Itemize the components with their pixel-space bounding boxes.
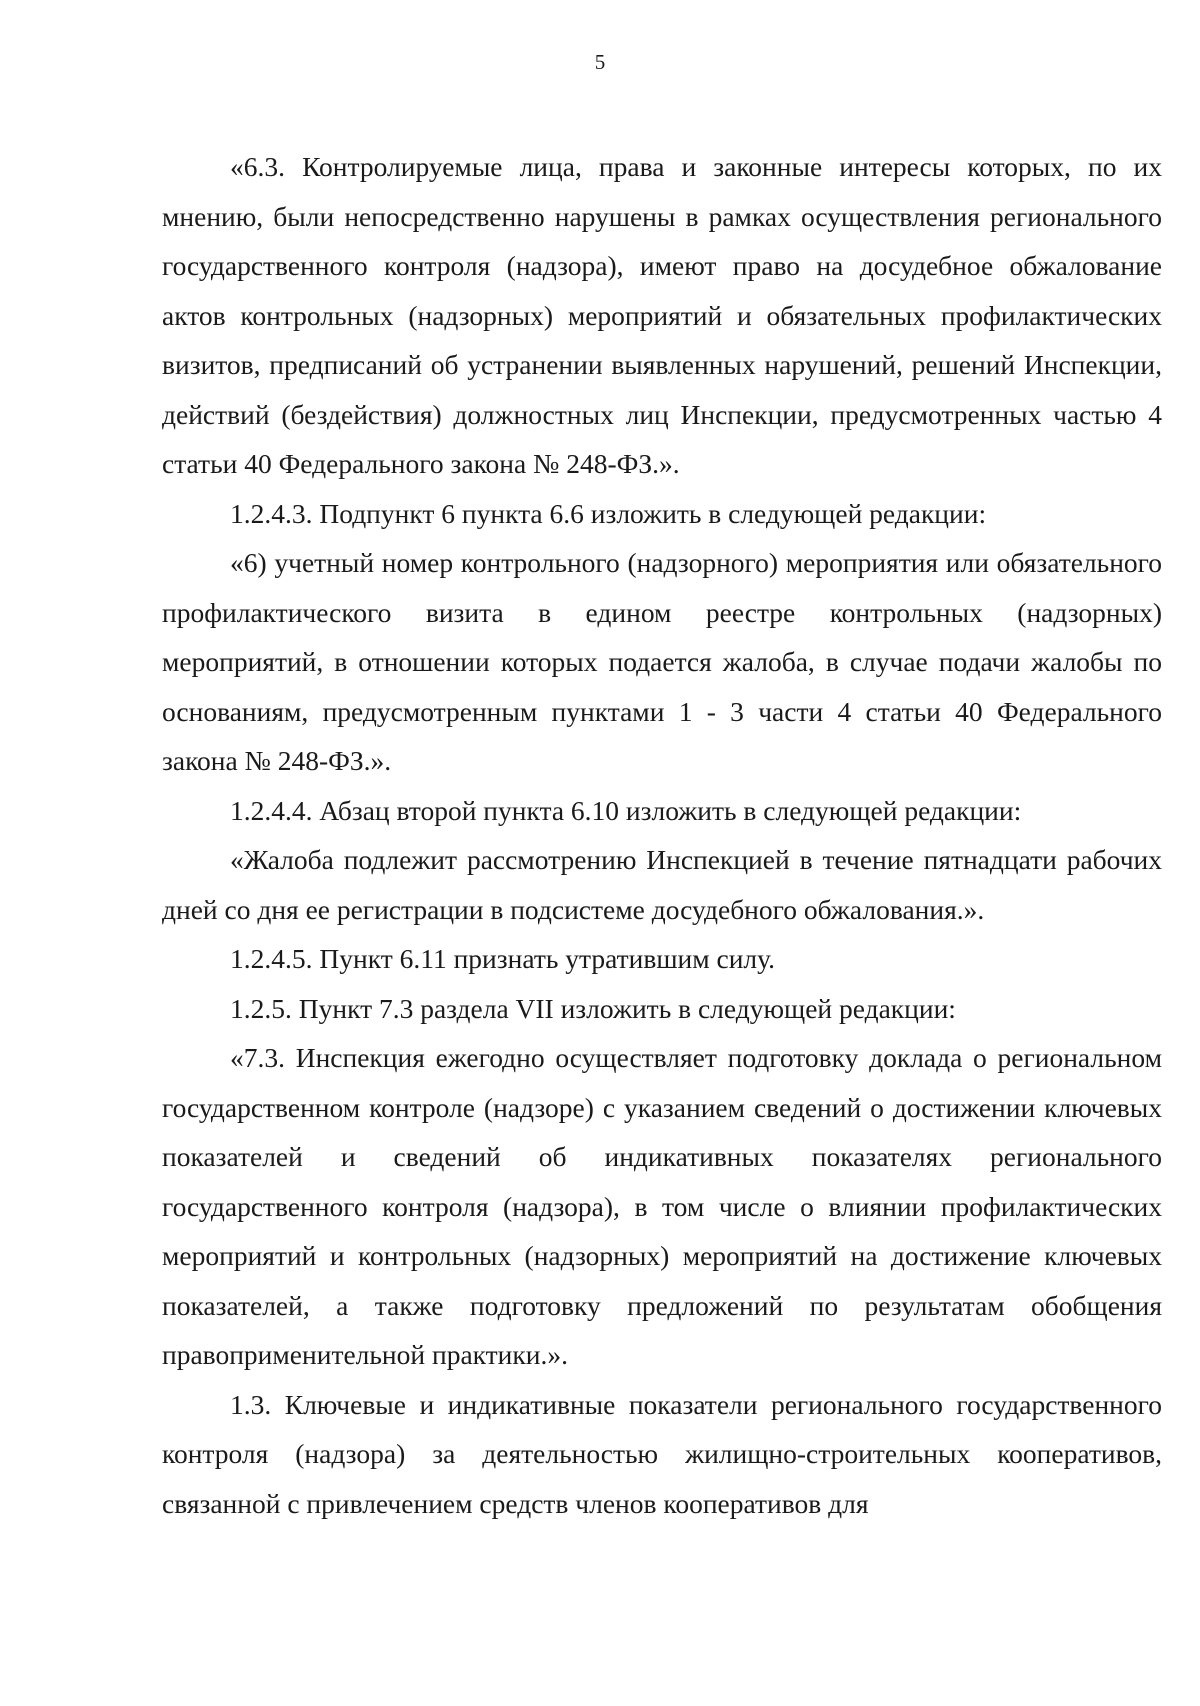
paragraph-complaint: «Жалоба подлежит рассмотрению Инспекцией в течение пятнадцати рабочих дней со дня ее регистрации в подсистеме досудебного обжалования.». bbox=[162, 844, 1162, 925]
paragraph-1-2-4-3: 1.2.4.3. Подпункт 6 пункта 6.6 изложить в следующей редакции: bbox=[230, 497, 987, 529]
paragraph-1-2-5: 1.2.5. Пункт 7.3 раздела VII изложить в следующей редакции: bbox=[230, 992, 956, 1024]
paragraph-1-2-4-5: 1.2.4.5. Пункт 6.11 признать утратившим силу. bbox=[230, 943, 776, 974]
paragraph-subitem-6: «6) учетный номер контрольного (надзорного) мероприятия или обязательного профилактического визита в едином реестре контрольных (надзорных) мероприятий, в отношении которых подается жалоба, в случае подачи жалобы по основаниям, предусмотренным пунктами 1 - 3 части 4 статьи 40 Федерального закона № 248-ФЗ.». bbox=[162, 547, 1162, 776]
page-number: 5 bbox=[594, 50, 606, 74]
paragraph-1-3: 1.3. Ключевые и индикативные показатели регионального государственного контроля (надзора) за деятельностью жилищно-строительных кооперативов, связанной с привлечением средств членов кооперативов для bbox=[162, 1388, 1162, 1519]
paragraph-6-3: «6.3. Контролируемые лица, права и законные интересы которых, по их мнению, были непосредственно нарушены в рамках осуществления регионального государственного контроля (надзора), имеют право на досудебное обжалование актов контрольных (надзорных) мероприятий и обязательных профилактических визитов, предписаний об устранении выявленных нарушений, решений Инспекции, действий (бездействия) должностных лиц Инспекции, предусмотренных частью 4 статьи 40 Федерального закона № 248-ФЗ.». bbox=[162, 151, 1162, 479]
paragraph-1-2-4-4: 1.2.4.4. Абзац второй пункта 6.10 изложить в следующей редакции: bbox=[230, 794, 1022, 826]
paragraph-7-3: «7.3. Инспекция ежегодно осуществляет подготовку доклада о региональном государственном контроле (надзоре) с указанием сведений о достижении ключевых показателей и сведений об индикативных показателях регионального государственного контроля (надзора), в том числе о влиянии профилактических мероприятий и контрольных (надзорных) мероприятий на достижение ключевых показателей, а также подготовку предложений по результатам обобщения правоприменительной практики.». bbox=[162, 1042, 1162, 1370]
document-body bbox=[162, 142, 1162, 1528]
